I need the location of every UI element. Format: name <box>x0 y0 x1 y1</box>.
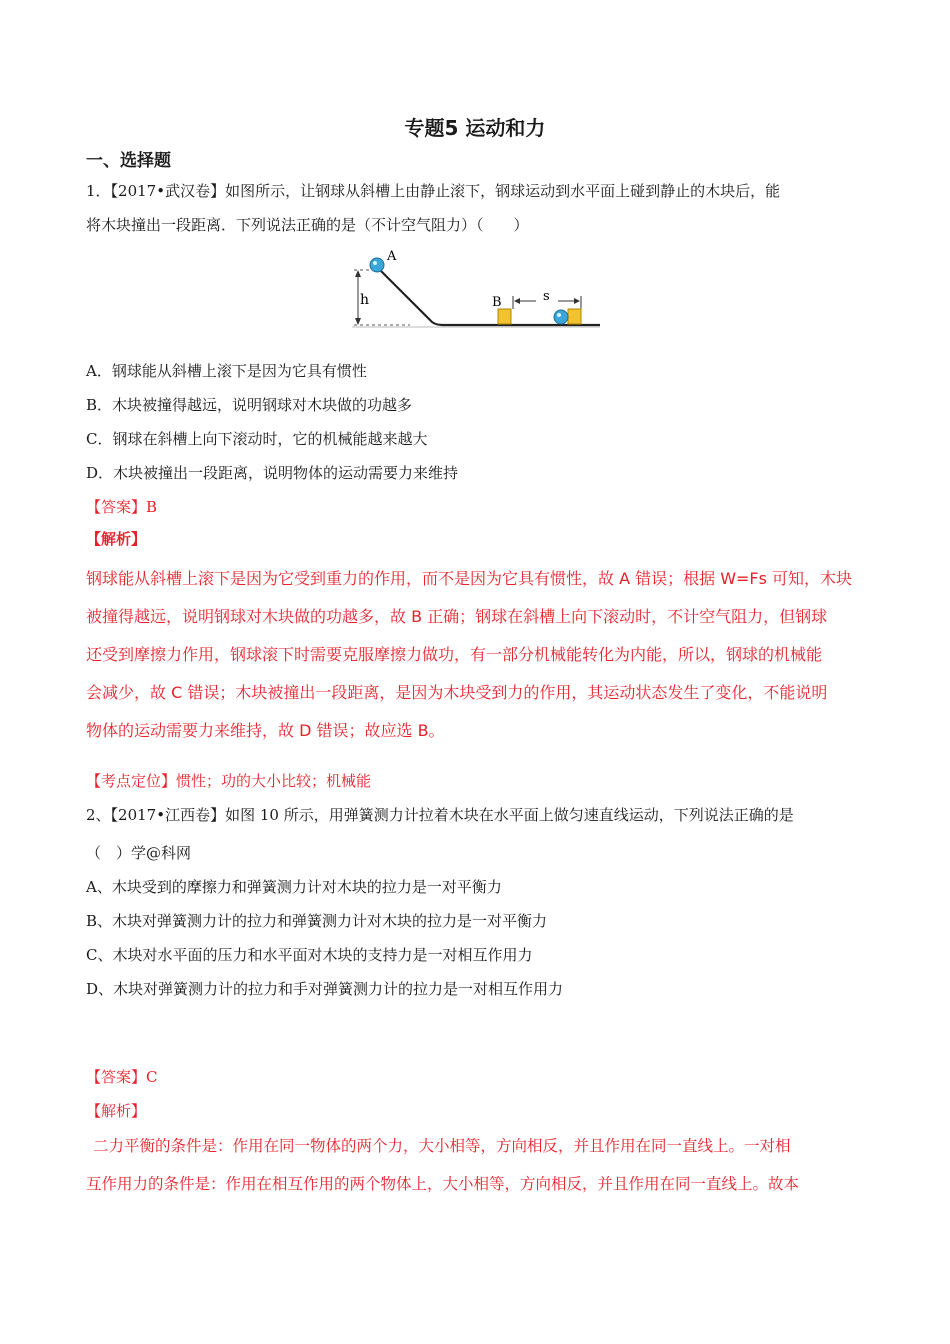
ball-end-highlight <box>557 313 561 317</box>
q1-option-d: D．木块被撞出一段距离，说明物体的运动需要力来维持 <box>86 464 459 482</box>
wood-block-end <box>568 309 581 324</box>
q1-analysis-line-3: 还受到摩擦力作用，钢球滚下时需要克服摩擦力做功，有一部分机械能转化为内能，所以，钢球的机械能 <box>86 645 823 664</box>
q2-answer-value: C <box>146 1068 158 1086</box>
q2-option-a: A、木块受到的摩擦力和弹簧测力计对木块的拉力是一对平衡力 <box>86 878 502 896</box>
steel-ball-start <box>370 258 384 272</box>
q2-option-c: C、木块对水平面的压力和水平面对木块的支持力是一对相互作用力 <box>86 946 533 964</box>
q1-option-a: A．钢球能从斜槽上滚下是因为它具有惯性 <box>86 362 367 380</box>
ball-highlight <box>373 261 377 265</box>
q1-stem-line-2: 将木块撞出一段距离．下列说法正确的是（不计空气阻力）（ ） <box>86 216 529 234</box>
q1-option-c: C．钢球在斜槽上向下滚动时，它的机械能越来越大 <box>86 430 428 448</box>
q2-answer-tag: 【答案】 <box>86 1068 147 1086</box>
q1-stem-line-1: 1．【2017•武汉卷】如图所示，让钢球从斜槽上由静止滚下，钢球运动到水平面上碰到静止的木块后，能 <box>86 182 781 200</box>
q2-analysis-tag: 【解析】 <box>86 1102 147 1120</box>
q1-analysis-line-2: 被撞得越远，说明钢球对木块做的功越多，故 B 正确；钢球在斜槽上向下滚动时，不计空气阻力，但钢球 <box>86 607 828 626</box>
label-b: B <box>492 295 502 310</box>
q1-answer <box>86 496 157 517</box>
q1-key-point <box>86 770 371 791</box>
q1-analysis-line-4: 会减少，故 C 错误；木块被撞出一段距离，是因为木块受到力的作用，其运动状态发生了变化，不能说明 <box>86 683 828 702</box>
distance-head-right <box>574 298 580 304</box>
q1-kp-tag: 【考点定位】 <box>86 772 177 790</box>
q2-answer <box>86 1066 158 1087</box>
q1-answer-tag: 【答案】 <box>86 498 147 516</box>
section-heading: 一、选择题 <box>86 151 171 171</box>
label-a: A <box>387 249 397 264</box>
label-h: h <box>360 292 370 308</box>
label-s: s <box>543 289 550 304</box>
page-title: 专题5 运动和力 <box>404 116 546 140</box>
steel-ball-end <box>554 310 568 324</box>
q2-stem-line-1: 2、【2017•江西卷】如图 10 所示，用弹簧测力计拉着木块在水平面上做匀速直线运动，下列说法正确的是 <box>86 806 794 824</box>
wood-block-start <box>498 309 511 324</box>
q1-analysis-line-1: 钢球能从斜槽上滚下是因为它受到重力的作用，而不是因为它具有惯性，故 A 错误；根据 W=Fs 可知，木块 <box>86 569 853 588</box>
height-arrow-head-down <box>355 318 361 325</box>
q1-option-b: B．木块被撞得越远，说明钢球对木块做的功越多 <box>86 396 413 414</box>
q2-option-b: B、木块对弹簧测力计的拉力和弹簧测力计对木块的拉力是一对平衡力 <box>86 912 548 930</box>
distance-head-left <box>514 298 520 304</box>
q2-option-d: D、木块对弹簧测力计的拉力和手对弹簧测力计的拉力是一对相互作用力 <box>86 980 564 998</box>
q1-kp-value: 惯性；功的大小比较；机械能 <box>176 772 372 790</box>
q2-stem-line-2: （ ）学@科网 <box>86 844 192 862</box>
q1-answer-value: B <box>146 498 158 516</box>
q1-analysis-tag: 【解析】 <box>86 530 147 548</box>
height-arrow-head-up <box>355 270 361 277</box>
q1-figure <box>350 246 602 334</box>
q2-analysis-line-2: 互作用力的条件是：作用在相互作用的两个物体上，大小相等，方向相反，并且作用在同一直线上。故本 <box>86 1175 800 1193</box>
q2-analysis-line-1: 二力平衡的条件是：作用在同一物体的两个力，大小相等，方向相反，并且作用在同一直线上。一对相 <box>93 1137 791 1155</box>
q1-analysis-line-5: 物体的运动需要力来维持，故 D 错误；故应选 B。 <box>86 721 445 740</box>
